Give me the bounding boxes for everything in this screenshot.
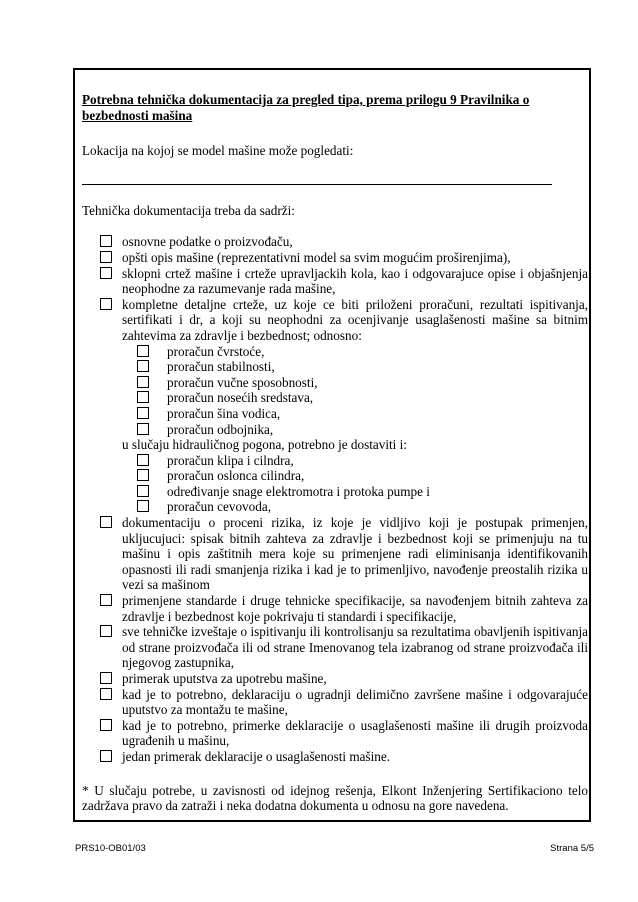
sub-item-label: proračun čvrstoće, [167, 343, 265, 359]
list-item-label: jedan primerak deklaracije o usaglašenosti mašine. [122, 748, 391, 764]
location-input-line[interactable] [82, 184, 552, 185]
sub-item-label: proračun cevovoda, [167, 499, 271, 515]
list-item-label: primerak uputstva za upotrebu mašine, [122, 671, 327, 686]
list-item [82, 515, 588, 593]
checkbox[interactable] [100, 672, 112, 684]
location-label: Lokacija na kojoj se model mašine može pogledati: [82, 143, 354, 159]
checkbox[interactable] [137, 500, 149, 512]
sub-item-label: proračun stabilnosti, [167, 359, 275, 375]
checkbox[interactable] [137, 454, 149, 466]
list-item [82, 297, 588, 344]
list-item [82, 234, 588, 250]
checkbox[interactable] [100, 298, 112, 310]
footnote: * U slučaju potrebe, u zavisnosti od idejnog rešenja, Elkont Inženjering Sertifikaciono telo zadržava pravo da zatraži i neka dodatna dokumenta u odnosu na gore navedena. [82, 782, 588, 814]
list-item-label: opšti opis mašine (reprezentativni model sa svim mogućim proširenjima), [122, 249, 511, 265]
list-item [82, 718, 588, 749]
checkbox[interactable] [100, 750, 112, 762]
page-number: Strana 5/5 [550, 843, 594, 854]
tech-doc-label: Tehnička dokumentacija treba da sadrži: [82, 202, 295, 218]
checkbox[interactable] [100, 719, 112, 731]
requirements-list [82, 234, 588, 764]
checkbox[interactable] [100, 267, 112, 279]
list-item [82, 687, 588, 718]
sub-item-label: određivanje snage elektromotra i protoka pumpe i [167, 483, 430, 499]
checkbox[interactable] [100, 688, 112, 700]
list-item [82, 624, 588, 671]
sub-list-item [82, 406, 588, 422]
checkbox[interactable] [137, 423, 149, 435]
checkbox[interactable] [100, 235, 112, 247]
checkbox[interactable] [137, 360, 149, 372]
checkbox[interactable] [100, 251, 112, 263]
document-heading: Potrebna tehnička dokumentacija za pregled tipa, prema prilogu 9 Pravilnika o bezbednosti mašina [82, 92, 530, 123]
list-item-label: sklopni crtež mašine i crteže upravljackih kola, kao i odgovarajuce opise i objašnjenja neophodne za razumevanje rada mašine, [122, 265, 588, 297]
sub-list-item [82, 468, 588, 484]
sub-list-item [82, 484, 588, 500]
sub-item-label: proračun oslonca cilindra, [167, 468, 305, 484]
list-item [82, 671, 588, 687]
list-item-label: kad je to potrebno, primerke deklaracije o usaglašenosti mašine ili drugih proizvoda ugrađenih u mašinu, [122, 717, 588, 749]
list-item [82, 266, 588, 297]
sub-list-item [82, 390, 588, 406]
list-item [82, 749, 588, 765]
sub-item-label: proračun šina vodica, [167, 405, 281, 421]
list-item-label: dokumentaciju o proceni rizika, iz koje je vidljivo koji je postupak primenjen, ukljucujuci: spisak bitnih zahteva za zdravlje i bezbednost koji se primenjuju na tu mašinu i opis zaštitnih mera koje su primenjene radi eliminisanja identifikovanih opasnosti ili radi smanjenja rizika i kad je to primenljivo, navođenje preostalih rizika u vezi sa mašinom [122, 515, 588, 593]
list-item-label: osnovne podatke o proizvođaču, [122, 234, 293, 250]
checkbox[interactable] [137, 391, 149, 403]
checkbox[interactable] [137, 376, 149, 388]
checkbox[interactable] [137, 407, 149, 419]
sub-list-item [82, 422, 588, 438]
list-item-label: kompletne detaljne crteže, uz koje ce biti priloženi proračuni, rezultati ispitivanja, sertifikati i dr, a koji su neophodni za ocenjivanje usaglašenosti mašine sa bitnim zahtevima za zdravlje i bezbednost; odnosno: [122, 296, 588, 343]
sub-list-item [82, 499, 588, 515]
hydraulic-label: u slučaju hidrauličnog pogona, potrebno je dostaviti i: [122, 437, 407, 453]
sub-item-label: proračun vučne sposobnosti, [167, 374, 318, 390]
sub-item-label: proračun nosećih sredstava, [167, 390, 314, 406]
sub-list-item [82, 375, 588, 391]
sub-list-item [82, 359, 588, 375]
checkbox[interactable] [100, 516, 112, 528]
sub-item-label: proračun odbojnika, [167, 421, 274, 437]
sub-list-item [82, 344, 588, 360]
checkbox[interactable] [137, 469, 149, 481]
sub-list-item [82, 453, 588, 469]
list-item-label: primenjene standarde i druge tehnicke specifikacije, sa navođenjem bitnih zahteva za zdravlje i bezbednost koje pokrivaju ti standardi i specifikacije, [122, 593, 588, 624]
list-item-label: kad je to potrebno, deklaraciju o ugradnji delimično završene mašine i odgovarajuće uputstvo za montažu te mašine, [122, 686, 588, 718]
document-content [82, 92, 588, 814]
checkbox[interactable] [137, 345, 149, 357]
list-item [82, 593, 588, 624]
list-item [82, 250, 588, 266]
sub-item-label: proračun klipa i cilndra, [167, 452, 294, 468]
list-item-label: sve tehničke izveštaje o ispitivanju ili kontrolisanju sa rezultatima obavljenih ispitivanja od strane proizvođača ili od strane Imenovanog tela izabranog od strane proizvođača ili njegovog zastupnika, [122, 624, 588, 671]
checkbox[interactable] [137, 485, 149, 497]
checkbox[interactable] [100, 625, 112, 637]
document-code: PRS10-OB01/03 [75, 843, 146, 854]
checkbox[interactable] [100, 594, 112, 606]
